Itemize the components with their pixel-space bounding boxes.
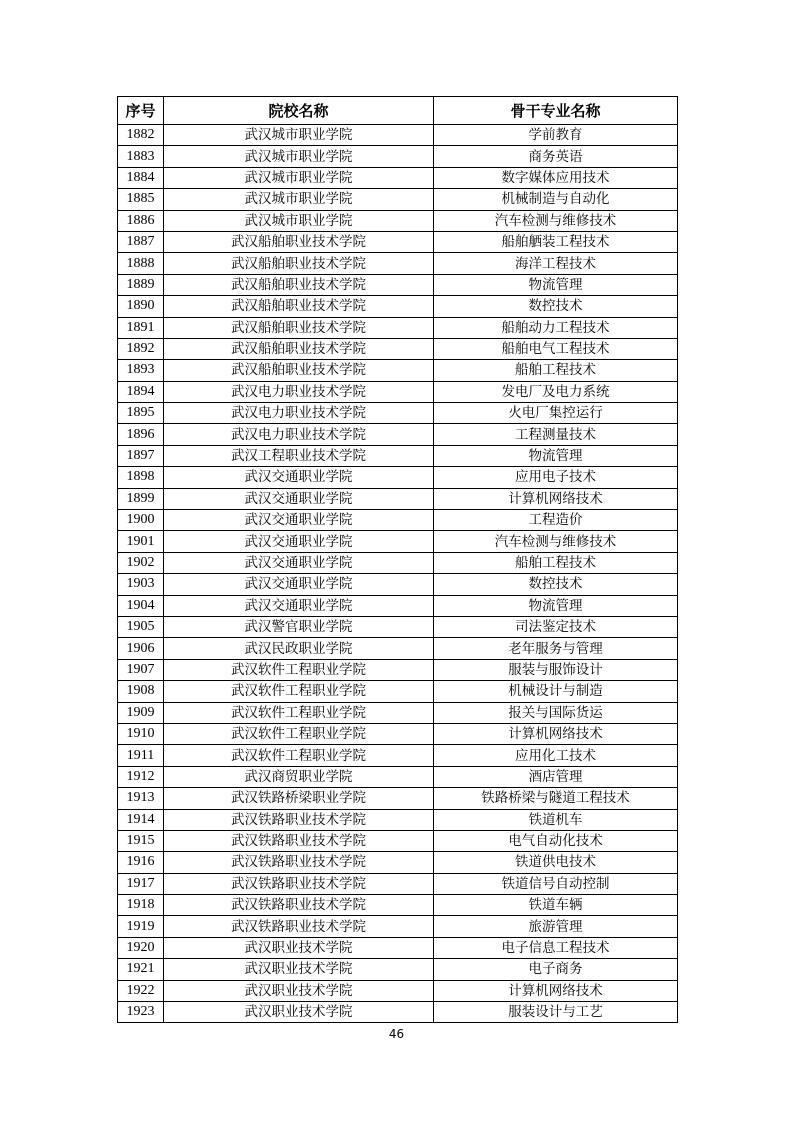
row-index: 1899 (118, 488, 164, 509)
row-index: 1909 (118, 702, 164, 723)
table-row (118, 574, 678, 595)
table-row (118, 445, 678, 466)
row-school-name: 武汉城市职业学院 (164, 146, 434, 167)
row-major-name: 船舶舾装工程技术 (434, 231, 678, 252)
row-index: 1892 (118, 338, 164, 359)
table-body (118, 125, 678, 1023)
row-index: 1890 (118, 296, 164, 317)
row-index: 1915 (118, 830, 164, 851)
row-major-name: 数字媒体应用技术 (434, 167, 678, 188)
header-major-name: 骨干专业名称 (434, 97, 678, 125)
row-index: 1882 (118, 125, 164, 146)
row-major-name: 铁道供电技术 (434, 852, 678, 873)
row-index: 1885 (118, 189, 164, 210)
row-school-name: 武汉交通职业学院 (164, 531, 434, 552)
table-row (118, 210, 678, 231)
table-row (118, 616, 678, 637)
table-row (118, 723, 678, 744)
row-major-name: 电气自动化技术 (434, 830, 678, 851)
table-row (118, 595, 678, 616)
table-row (118, 403, 678, 424)
row-school-name: 武汉铁路职业技术学院 (164, 852, 434, 873)
row-school-name: 武汉交通职业学院 (164, 488, 434, 509)
row-school-name: 武汉铁路职业技术学院 (164, 830, 434, 851)
table-row (118, 274, 678, 295)
row-major-name: 计算机网络技术 (434, 488, 678, 509)
row-school-name: 武汉铁路职业技术学院 (164, 916, 434, 937)
table-row (118, 146, 678, 167)
row-index: 1897 (118, 445, 164, 466)
row-school-name: 武汉商贸职业学院 (164, 766, 434, 787)
row-school-name: 武汉船舶职业技术学院 (164, 274, 434, 295)
row-index: 1923 (118, 1002, 164, 1023)
row-major-name: 船舶电气工程技术 (434, 338, 678, 359)
row-school-name: 武汉交通职业学院 (164, 574, 434, 595)
row-school-name: 武汉电力职业技术学院 (164, 403, 434, 424)
row-major-name: 物流管理 (434, 595, 678, 616)
row-major-name: 酒店管理 (434, 766, 678, 787)
row-index: 1920 (118, 937, 164, 958)
row-index: 1916 (118, 852, 164, 873)
row-major-name: 火电厂集控运行 (434, 403, 678, 424)
row-major-name: 旅游管理 (434, 916, 678, 937)
row-index: 1901 (118, 531, 164, 552)
row-school-name: 武汉工程职业技术学院 (164, 445, 434, 466)
row-index: 1886 (118, 210, 164, 231)
row-major-name: 老年服务与管理 (434, 638, 678, 659)
row-major-name: 汽车检测与维修技术 (434, 210, 678, 231)
table-row (118, 809, 678, 830)
row-index: 1895 (118, 403, 164, 424)
table-row (118, 317, 678, 338)
row-index: 1922 (118, 980, 164, 1001)
table-row (118, 873, 678, 894)
row-major-name: 工程造价 (434, 510, 678, 531)
row-major-name: 船舶工程技术 (434, 552, 678, 573)
row-index: 1908 (118, 681, 164, 702)
table-row (118, 830, 678, 851)
table-row (118, 638, 678, 659)
header-index: 序号 (118, 97, 164, 125)
row-school-name: 武汉交通职业学院 (164, 467, 434, 488)
row-major-name: 电子商务 (434, 959, 678, 980)
row-major-name: 船舶工程技术 (434, 360, 678, 381)
table-row (118, 895, 678, 916)
row-index: 1887 (118, 231, 164, 252)
page-number: 46 (388, 1027, 405, 1041)
table-row (118, 702, 678, 723)
row-school-name: 武汉交通职业学院 (164, 595, 434, 616)
row-index: 1893 (118, 360, 164, 381)
row-index: 1896 (118, 424, 164, 445)
row-index: 1919 (118, 916, 164, 937)
row-index: 1902 (118, 552, 164, 573)
table-row (118, 852, 678, 873)
row-school-name: 武汉交通职业学院 (164, 552, 434, 573)
table-row (118, 659, 678, 680)
row-school-name: 武汉软件工程职业学院 (164, 659, 434, 680)
row-school-name: 武汉电力职业技术学院 (164, 381, 434, 402)
row-index: 1888 (118, 253, 164, 274)
row-major-name: 铁道机车 (434, 809, 678, 830)
row-school-name: 武汉船舶职业技术学院 (164, 338, 434, 359)
row-major-name: 应用化工技术 (434, 745, 678, 766)
table-row (118, 959, 678, 980)
row-major-name: 电子信息工程技术 (434, 937, 678, 958)
table-row (118, 510, 678, 531)
table-row (118, 189, 678, 210)
row-index: 1921 (118, 959, 164, 980)
row-school-name: 武汉软件工程职业学院 (164, 723, 434, 744)
row-school-name: 武汉城市职业学院 (164, 189, 434, 210)
row-major-name: 数控技术 (434, 296, 678, 317)
row-school-name: 武汉铁路桥梁职业学院 (164, 788, 434, 809)
row-school-name: 武汉软件工程职业学院 (164, 681, 434, 702)
row-school-name: 武汉船舶职业技术学院 (164, 253, 434, 274)
row-index: 1906 (118, 638, 164, 659)
row-index: 1911 (118, 745, 164, 766)
row-school-name: 武汉职业技术学院 (164, 980, 434, 1001)
row-major-name: 船舶动力工程技术 (434, 317, 678, 338)
row-school-name: 武汉铁路职业技术学院 (164, 873, 434, 894)
table-row (118, 381, 678, 402)
table-row (118, 745, 678, 766)
row-major-name: 铁道车辆 (434, 895, 678, 916)
row-index: 1913 (118, 788, 164, 809)
table-row (118, 788, 678, 809)
row-index: 1912 (118, 766, 164, 787)
table-row (118, 488, 678, 509)
row-major-name: 物流管理 (434, 445, 678, 466)
row-major-name: 铁道信号自动控制 (434, 873, 678, 894)
table-row (118, 766, 678, 787)
row-major-name: 机械设计与制造 (434, 681, 678, 702)
row-school-name: 武汉城市职业学院 (164, 167, 434, 188)
row-school-name: 武汉警官职业学院 (164, 616, 434, 637)
table-row (118, 1002, 678, 1023)
row-major-name: 发电厂及电力系统 (434, 381, 678, 402)
row-index: 1891 (118, 317, 164, 338)
table-row (118, 125, 678, 146)
table-header-row (118, 97, 678, 125)
row-index: 1918 (118, 895, 164, 916)
row-index: 1904 (118, 595, 164, 616)
row-major-name: 服装设计与工艺 (434, 1002, 678, 1023)
row-major-name: 计算机网络技术 (434, 723, 678, 744)
table-row (118, 360, 678, 381)
row-index: 1889 (118, 274, 164, 295)
row-school-name: 武汉电力职业技术学院 (164, 424, 434, 445)
table-row (118, 937, 678, 958)
table-row (118, 552, 678, 573)
row-school-name: 武汉交通职业学院 (164, 510, 434, 531)
row-index: 1898 (118, 467, 164, 488)
majors-table (117, 96, 678, 1023)
row-school-name: 武汉软件工程职业学院 (164, 702, 434, 723)
table-row (118, 467, 678, 488)
row-major-name: 司法鉴定技术 (434, 616, 678, 637)
table-row (118, 167, 678, 188)
table-row (118, 338, 678, 359)
row-school-name: 武汉船舶职业技术学院 (164, 231, 434, 252)
row-school-name: 武汉船舶职业技术学院 (164, 296, 434, 317)
table-row (118, 231, 678, 252)
row-index: 1883 (118, 146, 164, 167)
row-major-name: 应用电子技术 (434, 467, 678, 488)
row-index: 1884 (118, 167, 164, 188)
row-index: 1903 (118, 574, 164, 595)
row-school-name: 武汉职业技术学院 (164, 1002, 434, 1023)
table-row (118, 296, 678, 317)
row-index: 1907 (118, 659, 164, 680)
row-school-name: 武汉城市职业学院 (164, 210, 434, 231)
row-school-name: 武汉职业技术学院 (164, 937, 434, 958)
row-major-name: 商务英语 (434, 146, 678, 167)
row-school-name: 武汉软件工程职业学院 (164, 745, 434, 766)
row-school-name: 武汉船舶职业技术学院 (164, 360, 434, 381)
row-index: 1894 (118, 381, 164, 402)
row-index: 1910 (118, 723, 164, 744)
row-school-name: 武汉民政职业学院 (164, 638, 434, 659)
row-major-name: 工程测量技术 (434, 424, 678, 445)
table-row (118, 980, 678, 1001)
row-school-name: 武汉职业技术学院 (164, 959, 434, 980)
row-index: 1917 (118, 873, 164, 894)
row-major-name: 学前教育 (434, 125, 678, 146)
table-row (118, 681, 678, 702)
row-index: 1914 (118, 809, 164, 830)
row-school-name: 武汉铁路职业技术学院 (164, 895, 434, 916)
table-row (118, 531, 678, 552)
row-major-name: 数控技术 (434, 574, 678, 595)
row-major-name: 海洋工程技术 (434, 253, 678, 274)
table-row (118, 916, 678, 937)
row-index: 1900 (118, 510, 164, 531)
row-major-name: 机械制造与自动化 (434, 189, 678, 210)
row-major-name: 汽车检测与维修技术 (434, 531, 678, 552)
row-school-name: 武汉城市职业学院 (164, 125, 434, 146)
header-school-name: 院校名称 (164, 97, 434, 125)
table-row (118, 424, 678, 445)
row-major-name: 物流管理 (434, 274, 678, 295)
row-school-name: 武汉铁路职业技术学院 (164, 809, 434, 830)
row-major-name: 报关与国际货运 (434, 702, 678, 723)
row-school-name: 武汉船舶职业技术学院 (164, 317, 434, 338)
row-major-name: 铁路桥梁与隧道工程技术 (434, 788, 678, 809)
row-major-name: 计算机网络技术 (434, 980, 678, 1001)
table-row (118, 253, 678, 274)
row-index: 1905 (118, 616, 164, 637)
row-major-name: 服装与服饰设计 (434, 659, 678, 680)
